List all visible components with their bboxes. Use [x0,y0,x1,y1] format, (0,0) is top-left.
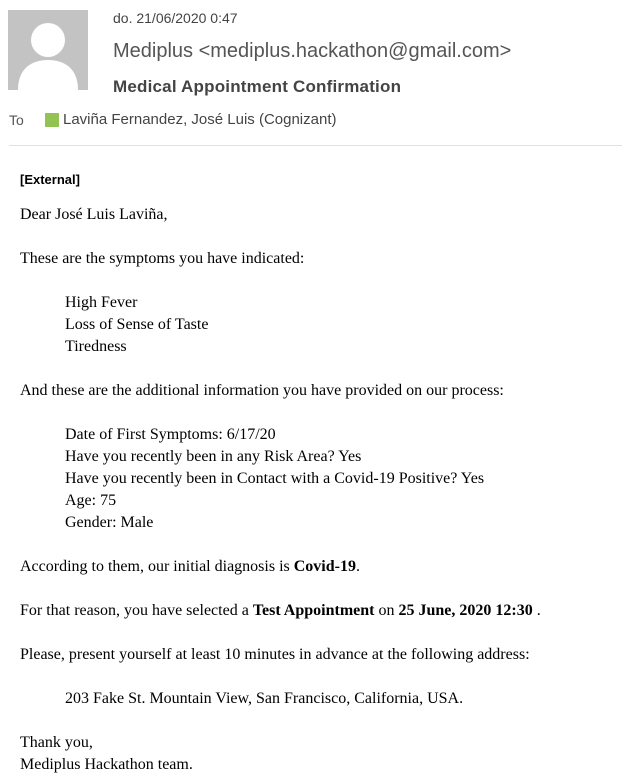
email-header [0,0,622,146]
closing: Thank you, [20,734,93,751]
recipient-name[interactable]: Laviña Fernandez, José Luis (Cognizant) [63,111,337,128]
symptom-item: High Fever [65,294,138,311]
presence-status-icon [45,113,59,127]
symptom-item: Loss of Sense of Taste [65,316,209,333]
recipients-row [9,111,337,128]
additional-info-item: Date of First Symptoms: 6/17/20 [65,426,276,443]
email-body [20,167,615,776]
diagnosis-value: Covid-19 [293,558,356,575]
address-intro: Please, present yourself at least 10 minutes in advance at the following address: [20,646,530,663]
additional-info-item: Have you recently been in any Risk Area? Yes [65,448,362,465]
additional-info-item: Gender: Male [65,514,154,531]
additional-intro: And these are the additional information you have provided on our process: [20,382,504,399]
external-tag: [External] [20,172,80,187]
appointment-type: Test Appointment [252,602,375,619]
sent-date: do. 21/06/2020 0:47 [113,10,238,26]
diagnosis-line: According to them, our initial diagnosis is Covid-19. [20,558,360,575]
person-icon [8,10,88,90]
address: 203 Fake St. Mountain View, San Francisco, California, USA. [65,690,464,707]
greeting: Dear José Luis Laviña, [20,206,168,223]
symptom-item: Tiredness [65,338,127,355]
header-divider [9,145,622,146]
sender-avatar[interactable] [8,10,88,90]
sender-name[interactable]: Mediplus <mediplus.hackathon@gmail.com> [113,40,512,62]
additional-info-item: Age: 75 [65,492,117,509]
email-subject: Medical Appointment Confirmation [113,77,402,96]
appointment-line: For that reason, you have selected a Test Appointment on 25 June, 2020 12:30 . [20,602,541,619]
signature: Mediplus Hackathon team. [20,756,193,773]
appointment-datetime: 25 June, 2020 12:30 [398,602,533,619]
symptoms-intro: These are the symptoms you have indicated: [20,250,305,267]
to-label: To [9,111,24,128]
additional-info-item: Have you recently been in Contact with a Covid-19 Positive? Yes [65,470,485,487]
